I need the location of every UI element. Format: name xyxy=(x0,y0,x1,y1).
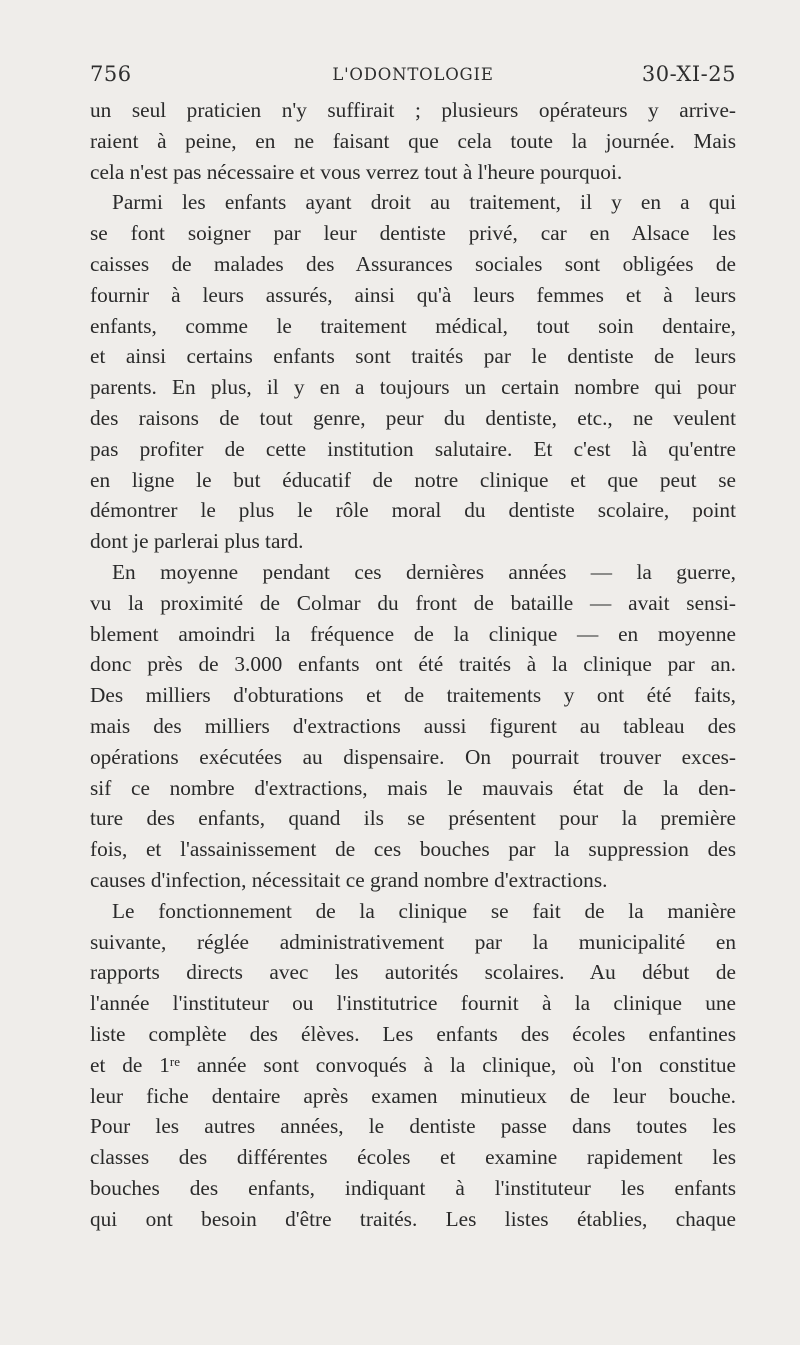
ordinal-superscript: re xyxy=(169,1053,180,1069)
text-line: se font soigner par leur dentiste privé, car en Alsace les xyxy=(90,221,736,246)
text-line: blement amoindri la fréquence de la clinique — en moyenne xyxy=(90,621,736,646)
text-line: mais des milliers d'extractions aussi figurent au tableau des xyxy=(90,713,736,738)
page-number: 756 xyxy=(90,62,132,86)
text-line: raient à peine, en ne faisant que cela toute la journée. Mais xyxy=(90,128,736,153)
text-line: pas profiter de cette institution salutaire. Et c'est là qu'entre xyxy=(90,436,736,461)
text-line: classes des différentes écoles et examine rapidement les xyxy=(90,1145,736,1170)
paragraph-first-line: Parmi les enfants ayant droit au traitement, il y en a qui xyxy=(112,190,736,215)
text-line: en ligne le but éducatif de notre clinique et que peut se xyxy=(90,467,736,492)
text-line: sif ce nombre d'extractions, mais le mauvais état de la den- xyxy=(90,775,736,800)
running-header xyxy=(90,62,736,92)
text-fragment: année sont convoqués à la clinique, où l'on constitue xyxy=(179,1052,736,1077)
text-line: bouches des enfants, indiquant à l'instituteur les enfants xyxy=(90,1175,736,1200)
text-line: Pour les autres années, le dentiste passe dans toutes les xyxy=(90,1114,736,1139)
text-line: et ainsi certains enfants sont traités par le dentiste de leurs xyxy=(90,344,736,369)
text-line xyxy=(90,1050,736,1081)
text-line: un seul praticien n'y suffirait ; plusieurs opérateurs y arrive- xyxy=(90,98,736,122)
text-line: fournir à leurs assurés, ainsi qu'à leurs femmes et à leurs xyxy=(90,282,736,307)
text-line: rapports directs avec les autorités scolaires. Au début de xyxy=(90,960,736,985)
text-fragment: et de xyxy=(90,1052,160,1077)
paragraph-first-line: Le fonctionnement de la clinique se fait de la manière xyxy=(112,898,736,923)
text-line: dont je parlerai plus tard. xyxy=(90,529,304,554)
text-line: liste complète des élèves. Les enfants des écoles enfantines xyxy=(90,1021,736,1046)
text-line: vu la proximité de Colmar du front de bataille — avait sensi- xyxy=(90,590,736,615)
text-line: fois, et l'assainissement de ces bouches par la suppression des xyxy=(90,837,736,862)
paragraph-first-line: En moyenne pendant ces dernières années — la guerre, xyxy=(112,559,736,584)
text-line: cela n'est pas nécessaire et vous verrez tout à l'heure pourquoi. xyxy=(90,159,623,184)
text-line: ture des enfants, quand ils se présentent pour la première xyxy=(90,806,736,831)
text-line: qui ont besoin d'être traités. Les listes établies, chaque xyxy=(90,1206,736,1231)
text-line: des raisons de tout genre, peur du dentiste, etc., ne veulent xyxy=(90,405,736,430)
text-line: Des milliers d'obturations et de traitements y ont été faits, xyxy=(90,683,736,708)
text-line: causes d'infection, nécessitait ce grand nombre d'extractions. xyxy=(90,867,608,892)
ordinal-number: 1 xyxy=(159,1052,170,1077)
issue-date: 30-XI-25 xyxy=(641,62,736,86)
text-line: l'année l'instituteur ou l'institutrice fournit à la clinique une xyxy=(90,991,736,1016)
text-line: parents. En plus, il y en a toujours un certain nombre qui pour xyxy=(90,375,736,400)
text-line: suivante, réglée administrativement par la municipalité en xyxy=(90,929,736,954)
text-line: démontrer le plus le rôle moral du dentiste scolaire, point xyxy=(90,498,736,523)
text-line: opérations exécutées au dispensaire. On pourrait trouver exces- xyxy=(90,744,736,769)
text-line: enfants, comme le traitement médical, tout soin dentaire, xyxy=(90,313,736,338)
text-line: donc près de 3.000 enfants ont été traités à la clinique par an. xyxy=(90,652,736,677)
article-body xyxy=(90,95,736,1234)
journal-title: L'ODONTOLOGIE xyxy=(332,65,494,84)
text-line: caisses de malades des Assurances sociales sont obligées de xyxy=(90,251,736,276)
text-line: leur fiche dentaire après examen minutieux de leur bouche. xyxy=(90,1083,736,1108)
